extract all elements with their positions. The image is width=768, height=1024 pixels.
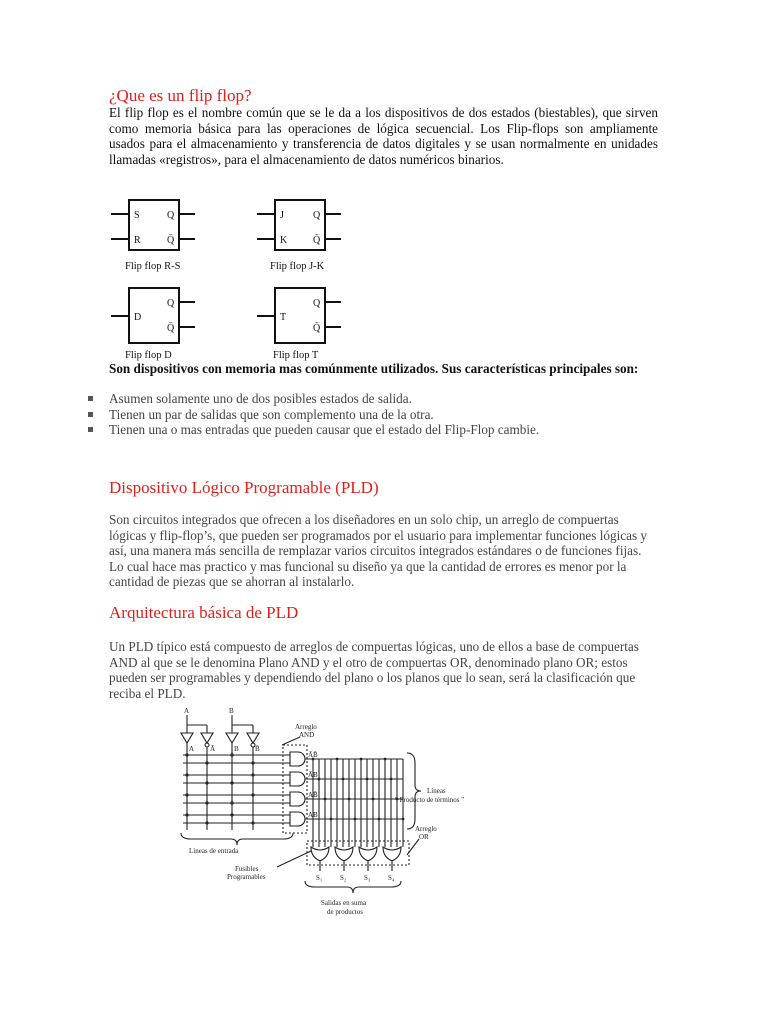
lineas-entrada-label: Lineas de entrada	[189, 847, 239, 855]
d-output-qbar: Q̄	[167, 323, 175, 334]
flip-flop-heading: ¿Que es un flip flop?	[109, 86, 252, 105]
d-output-q: Q	[167, 298, 175, 309]
term-4-label: AB	[308, 811, 318, 819]
rs-input-r: R	[134, 235, 141, 246]
rs-caption: Flip flop R-S	[125, 261, 181, 272]
list-item	[88, 391, 688, 407]
input-b-label: B	[229, 707, 234, 715]
bullet-square-icon	[88, 412, 93, 417]
rs-input-s: S	[134, 210, 140, 221]
pld-paragraph: Son circuitos integrados que ofrecen a los diseñadores en un solo chip, un arreglo de compuertas lógicas y flip-flop’s, que pueden ser programados por el usuario para implementar funciones lógicas y así, una manera más sencilla de remplazar varios circuitos integrados estándares o de funciones fijas. Lo cual hace mas practico y mas funcional su diseño ya que la cantidad de errores es menor por la cantidad de piezas que se ahorran al instalarlo.	[109, 512, 647, 590]
characteristics-list	[88, 391, 688, 438]
t-caption: Flip flop T	[273, 350, 319, 361]
pld-architecture-heading: Arquitectura básica de PLD	[109, 603, 299, 622]
output-s1-label: S₁	[316, 874, 323, 882]
fusibles-label-2: Programables	[227, 873, 266, 881]
arreglo-and-label-2: AND	[299, 731, 315, 739]
list-item-text: Asumen solamente uno de dos posibles estados de salida.	[109, 391, 412, 406]
rs-output-qbar: Q̄	[167, 235, 175, 246]
input-a-label: A	[184, 707, 190, 715]
term-3-label: AB̄	[308, 791, 318, 799]
rs-output-q: Q	[167, 210, 175, 221]
bullet-square-icon	[88, 427, 93, 432]
term-1-label: ĀB̄	[308, 751, 318, 759]
jk-input-k: K	[280, 235, 288, 246]
bullet-square-icon	[88, 396, 93, 401]
pld-heading: Dispositivo Lógico Programable (PLD)	[109, 478, 379, 497]
inv-b-label: B̄	[255, 745, 260, 753]
list-item	[88, 407, 688, 423]
lineas-label-1: Lineas	[427, 787, 446, 795]
inv-a-label: Ā	[210, 745, 216, 753]
pld-architecture-paragraph: Un PLD típico está compuesto de arreglos de compuertas lógicas, uno de ellos a base de compuertas AND al que se le denomina Plano AND y el otro de compuertas OR, denominado plano OR; estos pueden ser programables y dependiendo del plano o los planos que lo sean, será la clasificación que reciba el PLD.	[109, 639, 639, 701]
arreglo-or-label-2: OR	[419, 833, 429, 841]
flip-flop-paragraph: El flip flop es el nombre común que se le da a los dispositivos de dos estados (biestables), que sirven como memoria básica para las operaciones de lógica secuencial. Los Flip-flops son ampliamente usados para el almacenamiento y transferencia de datos digitales y se usan normalmente en unidades llamadas «registros», para el almacenamiento de datos numéricos binarios.	[109, 105, 658, 167]
d-input-d: D	[134, 312, 142, 323]
t-output-q: Q	[313, 298, 321, 309]
jk-output-q: Q	[313, 210, 321, 221]
output-s2-label: S₂	[340, 874, 347, 882]
t-output-qbar: Q̄	[313, 323, 321, 334]
arreglo-and-label-1: Arreglo	[295, 723, 317, 731]
d-caption: Flip flop D	[125, 350, 172, 361]
buf-a-label: A	[189, 745, 195, 753]
jk-input-j: J	[280, 210, 284, 221]
lineas-label-2: " Producto de términos "	[395, 796, 465, 804]
list-item	[88, 422, 688, 438]
output-s4-label: S₄	[388, 874, 395, 882]
t-input-t: T	[280, 312, 287, 323]
output-s3-label: S₃	[364, 874, 371, 882]
salidas-label-2: de productos	[327, 908, 363, 916]
fusibles-label-1: Fusibles	[235, 865, 259, 873]
list-item-text: Tienen un par de salidas que son complemento una de la otra.	[109, 406, 434, 422]
flip-flop-characteristics-intro: Son dispositivos con memoria mas comúnmente utilizados. Sus características principales son:	[109, 361, 639, 376]
pld-diagram	[175, 705, 495, 925]
list-item-text: Tienen una o mas entradas que pueden causar que el estado del Flip-Flop cambie.	[109, 422, 540, 438]
jk-caption: Flip flop J-K	[270, 261, 325, 272]
term-2-label: ĀB	[308, 771, 318, 779]
flip-flop-figure	[105, 195, 365, 365]
buf-b-label: B	[234, 745, 239, 753]
arreglo-or-label-1: Arreglo	[415, 825, 437, 833]
salidas-label-1: Salidas en suma	[321, 899, 367, 907]
jk-output-qbar: Q̄	[313, 235, 321, 246]
